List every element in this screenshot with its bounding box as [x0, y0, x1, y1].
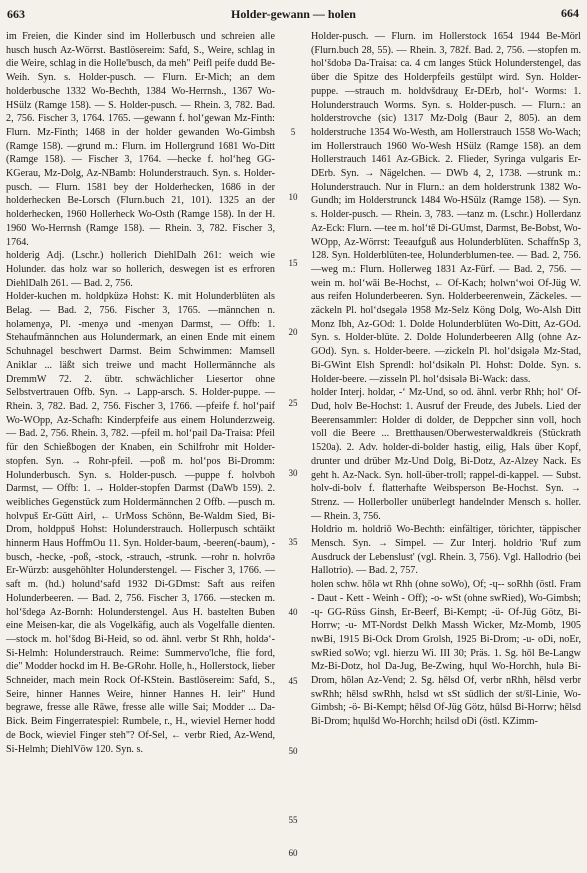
line-number: 10: [288, 192, 298, 202]
entry-paragraph: Holder-kuchen m. holdpküzə Hohst: K. mit Holunderblüten als Belag. — Bad. 2, 756. Fischer 3, 1765. —männchen n. holəmenχə, Pl. -menχə und -menχən Darmst, — Offb: 1. Stehaufmännchen aus Holundermark, an einen Ende mit einem Schuhnagel beschwert Darmst. Beim Schwimmen: Mamsell Aniklar ... läßt sich treiwe und macht Hollermännche als DremmW 72. 2. übtr. schwächlicher Liesertor ohne Selbstvertrauen Offb. Syn. → Lapp-arsch. S. Holder-puppe. — Rhein. 3, 782. Bad. 2, 756. Fischer 3, 1766. —pfeife f. holʻpaif Wo-WOpp, Az-Schafh: Kinderpfeife aus einem Holunderzweig. — Bad. 2, 756. Rhein. 3, 782. —pfeil m. holʻpail Da-Traisa: Pfeil für den Schießbogen der Knaben, ein Schilfrohr mit Holder-stopfen. Syn. → Rohr-pfeil. —poß m. holʻpos Bi-Dromm: Holunderbusch. Syn. s. Holder-pusch. —puppe f. holvboh Darmst, — Offb: 1. → Holder-stopfen Darmst (DaWb 159). 2. weibliches Gegenstück zum Holdermännchen 2 Offb. —pusch m. holvpuš Er-Gütt Airl, ← UrMoss Schönn, Be-Waldm Sied, Bi-Drom, holdppuš Hohst: Holunderstrauch. Hollerpusch schtäikt hinnerm Haus HoffmOu 11. Syn. Holder-baum, -beeren(-baum), -busch, -hecke, -poß, -stock, -strauch, -strunk. —rohr n. holvrōə Er-Würzb: ausgehöhlter Holunderstengel. — Fischer 3, 1766. —saft m. (hd.) holundʻsafd 1932 Di-GDmst: Saft aus reifen Holunderbeeren. — Bad. 2, 756. Fischer 3, 1766. —stecken m. holʻšdegə Az-Bornh: Holunderstengel. Aus H. bastelten Buben eine Meisen-kar, die als Vogelkäfig, auch als Vogelfalle dienten. —stock m. holʻšdog Bi-Heid, so od. ähnl. verbr St Rhh, holdəʻ- Si-Helmh: Holunderstrauch. Reime: Summervo'lche, flie ford, die" Modder hockd im H. Be-GRohr. Holle, h., Hollerstock, lieber Schneider, mach mein Rock Of-KStein. Bastlösereim: Safd, S., Seire, hinner Hannes Weire, hinner Hannes H. leir" Hund begrawe, fresse alle Rāwe, fresse alle wille Sai; Modder ... Da-Bick. Beim Fingerratespiel: Rumbele, r., H., wieviel Herner hodd de Bock, wieviel Finger steh"? Of-Sel, ← verbr Ried, Az-Wend, Si-Helmh; DiehlVöw 120. Syn. s.: [6, 291, 275, 755]
line-number: 60: [288, 848, 298, 858]
entry-paragraph: holder Interj. holdər, -ʻ Mz-Und, so od. ähnl. verbr Rhh; holʻ Of-Dud, holv Be-Hochst: 1. Ausruf der Freude, des Jubels. Lied der Beerensammler: Holder di dolder, de Deppcher sinn voll, hoch voll die Beere ... Bretthausen/Oberwesterwaldkreis (Stückrath 1520a). 2. Adv. holder-di-bolder hastig, eilig, Hals über Kopf, drunter und drüber Mz-Und Dolg, Bi-Dotz, Az-Alzey Nack. Es geht h. Az-Nack. Syn. holl-über-troll; rappel-di-kappel. — Subst. holv-di-bolv f. flatterhafte Weibsperson Be-Hochst. Syn. → Strenz. — Hollerboller unüberlegt handelnder Mensch s. holler. — Rhein. 3, 756.: [311, 387, 581, 522]
line-number: 25: [288, 398, 298, 408]
line-number-gutter: [282, 30, 304, 860]
line-number: 50: [288, 746, 298, 756]
page-number-right: 664: [561, 6, 579, 20]
page-number-left: 663: [7, 7, 25, 21]
entry-paragraph: holen schw. hōlə wt Rhh (ohne soWo), Of; -ɥ-- soRhh (östl. Fram - Daut - Kett - Weinh - Off); -o- wSt (ohne swRied), Wo-Gimbsh; -ɥ- GG-Rüss Ginsh, Er-Beerf, Bi-Kempt; -ü- Of-Jüg Götz, Bi-Horrw; -u- MT-Nordst Delkh Massh Wicker, Mz-Momb, 1905 nwBi, 1915 Bi-Ock Drom Grolsh, 1925 Bi-Drom; -u- oDi, noEr, swRied soWo; vgl. hierzu Wi. III 30; Präs. 1. Sg. hōl Be-Langw Mz-Bi-Dotz, hol Da-Jug, Be-Zwing, hɥul Wo-Horchh, hulə Bi-Drom, hōlən Az-Vend; 2. Sg. hēlsd Of, verbr nRhh, hēlsd verbr swRhh; hēlsd swRhh, hɛlsd wt sSt südlich der st/šl-Linie, Wo-Gimbsh; -ö- Bi-Kempt; hēlsd Of-Jüg Götz, hūlsd Bi-Horrw; hēlsd Bi-Drom; hɥulšd Wo-Horchh; hɛilsd oDi (östl. KZimm-: [311, 579, 581, 728]
line-number: 15: [288, 258, 298, 268]
line-number: 5: [290, 127, 296, 137]
entry-paragraph: Holder-pusch. — Flurn. im Hollerstock 1654 1944 Be-Mörl (Flurn.buch 28, 55). — Rhein. 3, 782f. Bad. 2, 756. —stopfen m. holʻšdobə Da-Traisa: ca. 4 cm langes Stück Holunderstengel, das über die Spitze des Holderpfeils gestülpt wird. Syn. Holder-puppe. —strauch m. holdvšdrauχ Er-DErb, holʻ- Worms: 1. Holunderstrauch Worms. Syn. s. Holder-pusch. — Flurn.: an holderstrovche (sic) 1317 Mz-Dolg (Baur 2, 805). an dem holderstruche 1354 Wo-Westh, am Hollerstrauch 1558 Wo-Wach; im Hollerstrauch 1960 Wo-Wesh HSülz (Ramge 158). an dem Hollerstrauch 1461 Az-GBick. 2. Flieder, Syringa vulgaris Er-DErb. Syn. → Nägelchen. — DWb 4, 2, 1738. —strunk m.: Holunderstrauch. Nur in Flurn.: an dem holderstrunk 1382 Wo-Gundh; im Holderstrunck 1484 Wo-HSülz (Ramge 158). — Syn. s. Holder-pusch. — Rhein. 3, 783. —tanz m. (Lschr.) Hollerdanz Az-Eck: Flurn. —tee m. holʻtē Di-GUmst, Darmst, Be-Bobst, Wo-WOpp, Az-Wörrst: Teeaufguß aus Holunderblüten. SchaffnSp 3, 128. Syn. Holderblüten-tee, Holunderblumen-tee. — Bad. 2, 756. —weg m.: Flurn. Hollerweg 1831 Az-Fürf. — Bad. 2, 756. —wein m. holʻwāi Be-Hochst, ← Of-Kach; holwnʻwoi Of-Jüg W. aus reifen Holunderbeeren. Syn. Holderbeerenwein, Zäckeles. —zäckeln Pl. holʻdsegələ 1958 Mz-Selz Köng Dolg, Wo-Alsh Ditt Monz Ibh, Az-GOd: 1. Dolde Holunderblüten Wo-Ditt, Az-GOd. Syn. s. Holder-blüte. 2. Dolde Holunderbeeren Allg (ohne Az-GOd). Syn. s. Holder-beere. —zickeln Pl. holʻdsigələ Mz-Stad, Bi-GWint Elsh Sprendl: holʻdsikəln Pl. Hohst: Dolde. Syn. s. Holder-beere. —zisseln Pl. holʻdsisələ Bi-Wack: dass.: [311, 31, 581, 385]
line-number: 35: [288, 537, 298, 547]
line-number: 45: [288, 676, 298, 686]
entry-paragraph: im Freien, die Kinder sind im Hollerbusch und schreien alle husch husch Az-Wörrst. Bastlösereim: Safd, S., Weire, schlag in die Weire, schlag in die Holle'busch, da meh" Peifl peife dudd Be-Weih. Syn. s. Holder-pusch. — Flurn. Er-Mich; an dem holderbusche 1332 Wo-Bechth, 1384 Wo-Herrnsh., 1367 Wo-HSülz (Ramge 158). — S. Holder-pusch. — Rhein. 3, 782. Bad. 2, 756. Fischer 3, 1764. 1765. —gewann f. holʻgewan Mz-Finth: Flurn. Mz-Finth; 1468 in der holder gewanden Wo-Gimbsh (Ramge 158). —grund m.: Flurn. im Hollergrund 1681 Wo-Ditt (Ramge 158). — Fischer 3, 1764. —hecke f. holʻheg GG-KGerau, Mz-Dolg, Az-NBamb: Holunderstrauch. Syn. s. Holder-pusch. — Flurn. 1581 bey der Holderhecken, 1686 in der holderhecken Be-Lorsch (Flurn.buch 21, 101). 1325 an der holderhecken, 1960 Hollerheck Wo-Osth (Ramge 158). In der H. 1960 Wo-Herrnsh (Ramge 158). — Rhein. 3, 782. Fischer 3, 1764.: [6, 31, 275, 248]
running-title: Holder-gewann — holen: [231, 7, 356, 21]
right-column: [311, 30, 581, 729]
running-header: [0, 0, 587, 24]
line-number: 20: [288, 327, 298, 337]
line-number: 40: [288, 607, 298, 617]
line-number: 30: [288, 468, 298, 478]
entry-paragraph: holderig Adj. (Lschr.) hollerich DiehlDalh 261: weich wie Holunder. das holz war so hollerich, deswegen ist es erfroren DiehlDalh 261. — Bad. 2, 756.: [6, 250, 275, 289]
left-column: [6, 30, 275, 756]
entry-paragraph: Holdrio m. holdriō Wo-Bechth: einfältiger, törichter, täppischer Mensch. Syn. → Simpel. — Zur Interj. holdrio 'Ruf zum Ausdruck der Lebenslust' (vgl. Rhein. 3, 756). Vgl. Hallodrio (bei Hallotrio). — Bad. 2, 757.: [311, 524, 581, 577]
line-number: 55: [288, 815, 298, 825]
